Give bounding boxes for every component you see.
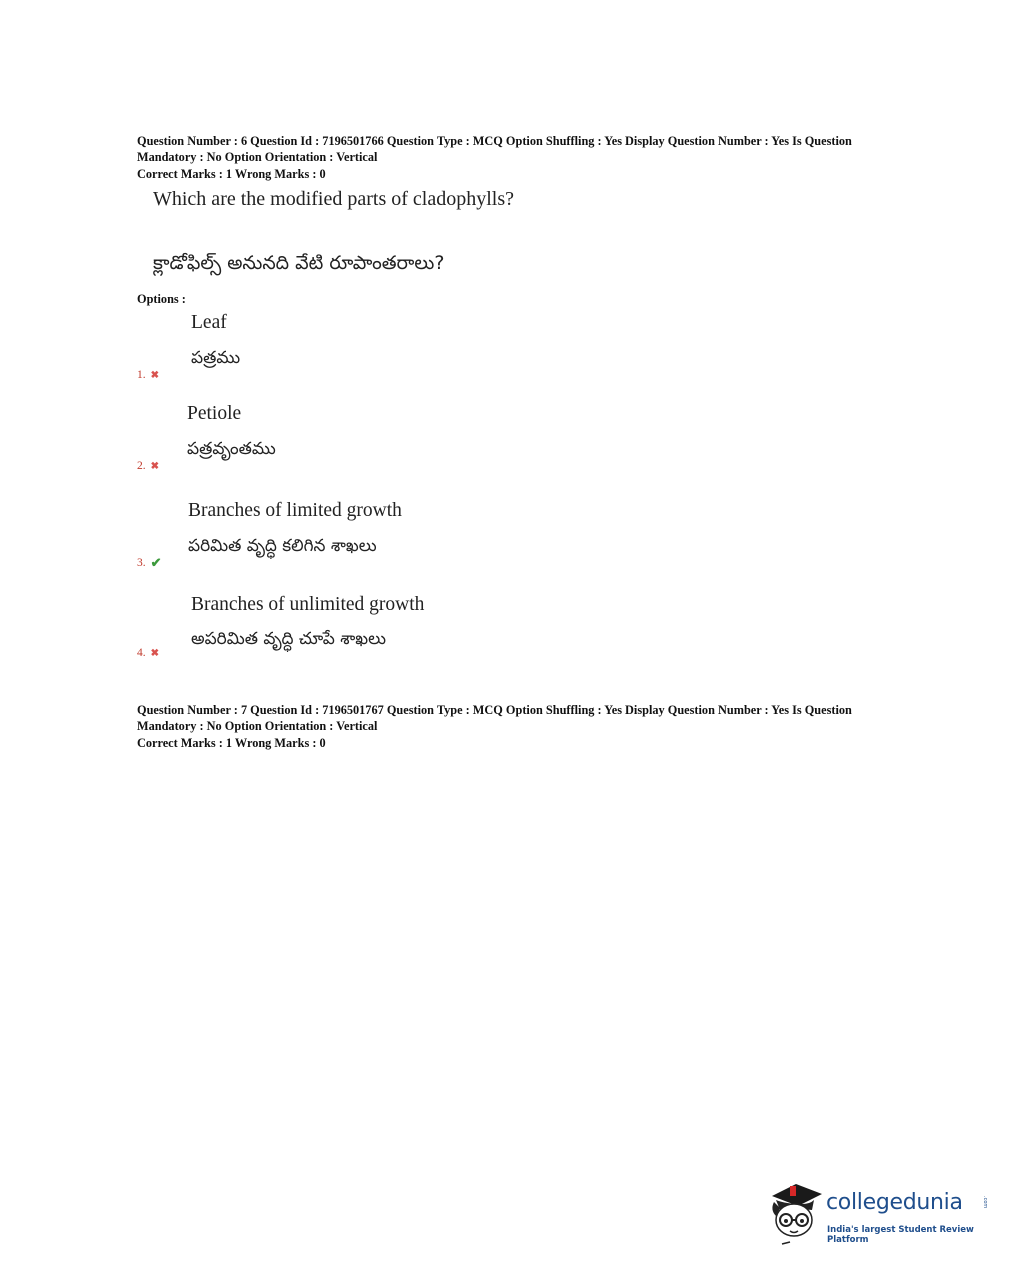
question-7-meta-line2: Mandatory : No Option Orientation : Vertical [137, 718, 378, 733]
question-6-text-telugu: క్లాడోఫిల్స్ అనునది వేటి రూపాంతరాలు? [153, 252, 445, 274]
option-1-text-english: Leaf [191, 312, 227, 333]
option-1-text-telugu: పత్రము [191, 348, 241, 368]
question-6-meta [137, 134, 927, 183]
question-6-text-english: Which are the modified parts of cladophylls? [153, 188, 514, 210]
logo-suffix: .com [982, 1196, 988, 1209]
option-3-label: 3. [137, 557, 146, 569]
option-2-number [137, 460, 159, 472]
question-7-meta [137, 703, 927, 752]
question-6-meta-line2: Mandatory : No Option Orientation : Vertical [137, 149, 378, 164]
option-2-label: 2. [137, 460, 146, 472]
options-label: Options : [137, 292, 186, 306]
option-4-text-telugu: అపరిమిత వృద్ధి చూపే శాఖలు [191, 629, 387, 649]
option-3-text-english: Branches of limited growth [188, 500, 402, 521]
logo-wordmark: collegedunia [826, 1190, 963, 1215]
option-2-text-english: Petiole [187, 403, 242, 424]
question-6-marks: Correct Marks : 1 Wrong Marks : 0 [137, 167, 326, 181]
option-2-text-telugu: పత్రవృంతము [187, 439, 276, 459]
collegedunia-logo [766, 1178, 996, 1248]
wrong-x-icon: ✖ [150, 369, 160, 381]
question-6-meta-line1: Question Number : 6 Question Id : 7196501766 Question Type : MCQ Option Shuffling : Yes Display Question Number : Yes Is Question [137, 134, 852, 148]
option-4-label: 4. [137, 647, 146, 659]
logo-tagline: India's largest Student Review Platform [827, 1225, 974, 1245]
option-1-label: 1. [137, 369, 146, 381]
option-4-text-english: Branches of unlimited growth [191, 594, 425, 615]
option-3-text-telugu: పరిమిత వృద్ధి కలిగిన శాఖలు [188, 536, 377, 556]
wrong-x-icon: ✖ [150, 647, 160, 659]
option-1-number [137, 369, 159, 381]
question-7-marks: Correct Marks : 1 Wrong Marks : 0 [137, 736, 326, 750]
option-3-number [137, 555, 162, 571]
wrong-x-icon: ✖ [150, 460, 160, 472]
mascot-icon [766, 1178, 826, 1248]
option-4-number [137, 647, 159, 659]
correct-check-icon: ✔ [150, 555, 162, 570]
question-7-meta-line1: Question Number : 7 Question Id : 7196501767 Question Type : MCQ Option Shuffling : Yes Display Question Number : Yes Is Question [137, 703, 852, 717]
